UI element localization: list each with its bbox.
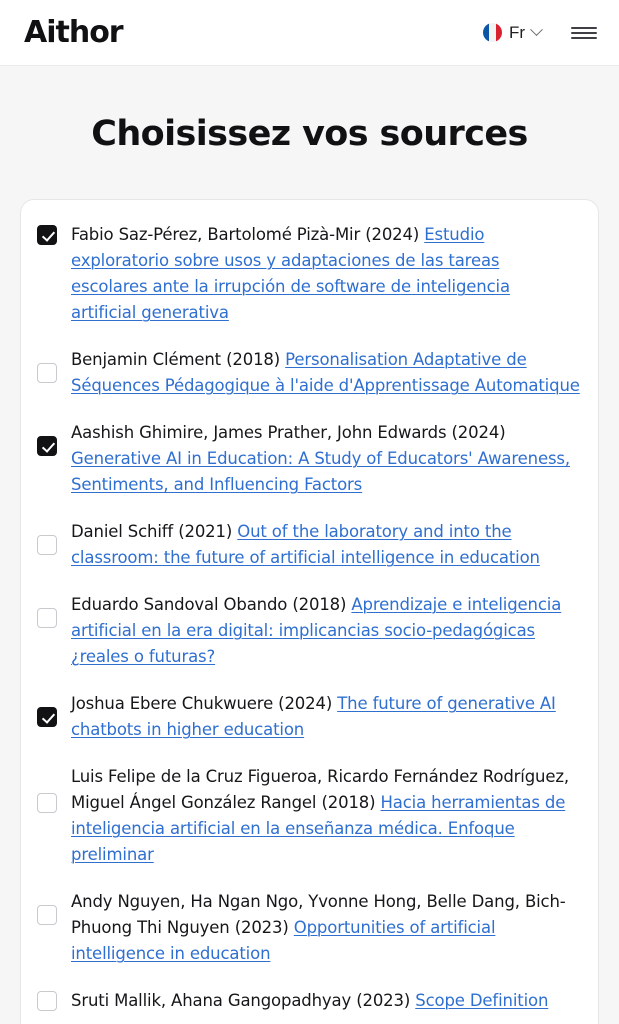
source-authors: Sruti Mallik, Ahana Gangopadhyay (2023)	[71, 991, 416, 1010]
logo[interactable]: Aithor	[24, 15, 123, 50]
source-text	[71, 519, 580, 571]
source-link[interactable]: The future of generative AI chatbots in higher education	[71, 694, 556, 739]
sources-list	[20, 199, 599, 1024]
source-text	[71, 347, 580, 399]
source-checkbox[interactable]	[37, 436, 57, 456]
source-link[interactable]: Out of the laboratory and into the classroom: the future of artificial intelligence in education	[71, 522, 540, 567]
list-item[interactable]	[37, 988, 580, 1014]
french-flag-icon	[483, 23, 502, 42]
checkbox-wrap	[37, 592, 57, 628]
checkbox-wrap	[37, 347, 57, 383]
list-item[interactable]	[37, 592, 580, 670]
checkbox-wrap	[37, 691, 57, 727]
checkbox-wrap	[37, 764, 57, 813]
source-text	[71, 420, 580, 498]
source-text	[71, 988, 548, 1014]
source-link[interactable]: Personalisation Adaptative de Séquences Pédagogique à l'aide d'Apprentissage Automatique	[71, 350, 580, 395]
header-actions	[483, 23, 597, 43]
source-checkbox[interactable]	[37, 535, 57, 555]
source-authors: Fabio Saz-Pérez, Bartolomé Pizà-Mir (2024)	[71, 225, 425, 244]
list-item[interactable]	[37, 764, 580, 868]
source-link[interactable]: Generative AI in Education: A Study of Educators' Awareness, Sentiments, and Influencing Factors	[71, 449, 570, 494]
checkbox-wrap	[37, 420, 57, 456]
site-header	[0, 0, 619, 66]
source-checkbox[interactable]	[37, 793, 57, 813]
source-link[interactable]: Scope Definition	[415, 991, 549, 1010]
source-checkbox[interactable]	[37, 225, 57, 245]
source-link[interactable]: Estudio exploratorio sobre usos y adaptaciones de las tareas escolares ante la irrupción de software de inteligencia artificial generativa	[71, 225, 510, 322]
list-item[interactable]	[37, 889, 580, 967]
source-authors: Eduardo Sandoval Obando (2018)	[71, 595, 352, 614]
list-item[interactable]	[37, 222, 580, 326]
chevron-down-icon	[530, 23, 543, 36]
source-link[interactable]: Hacia herramientas de inteligencia artificial en la enseñanza médica. Enfoque preliminar	[71, 793, 566, 864]
source-authors: Andy Nguyen, Ha Ngan Ngo, Yvonne Hong, Belle Dang, Bich-Phuong Thi Nguyen (2023)	[71, 892, 566, 937]
checkbox-wrap	[37, 988, 57, 1011]
source-checkbox[interactable]	[37, 991, 57, 1011]
source-text	[71, 889, 580, 967]
source-text	[71, 592, 580, 670]
page-title: Choisissez vos sources	[91, 114, 528, 154]
list-item[interactable]	[37, 347, 580, 399]
list-item[interactable]	[37, 519, 580, 571]
source-link[interactable]: Aprendizaje e inteligencia artificial en la era digital: implicancias socio-pedagógicas ¿reales o futuras?	[71, 595, 562, 666]
source-link[interactable]: Opportunities of artificial intelligence in education	[71, 918, 496, 963]
source-authors: Benjamin Clément (2018)	[71, 350, 286, 369]
source-text	[71, 222, 580, 326]
checkbox-wrap	[37, 519, 57, 555]
list-item[interactable]	[37, 691, 580, 743]
source-checkbox[interactable]	[37, 363, 57, 383]
source-text	[71, 764, 580, 868]
source-authors: Luis Felipe de la Cruz Figueroa, Ricardo Fernández Rodríguez, Miguel Ángel González Rangel (2018)	[71, 767, 569, 812]
hamburger-menu-icon[interactable]	[571, 24, 597, 42]
source-checkbox[interactable]	[37, 608, 57, 628]
source-authors: Daniel Schiff (2021)	[71, 522, 238, 541]
source-authors: Aashish Ghimire, James Prather, John Edwards (2024)	[71, 423, 506, 442]
source-text	[71, 691, 580, 743]
source-checkbox[interactable]	[37, 707, 57, 727]
source-authors: Joshua Ebere Chukwuere (2024)	[71, 694, 338, 713]
language-label: Fr	[508, 22, 525, 42]
list-item[interactable]	[37, 420, 580, 498]
source-checkbox[interactable]	[37, 905, 57, 925]
checkbox-wrap	[37, 222, 57, 245]
checkbox-wrap	[37, 889, 57, 925]
language-selector[interactable]	[483, 23, 541, 43]
